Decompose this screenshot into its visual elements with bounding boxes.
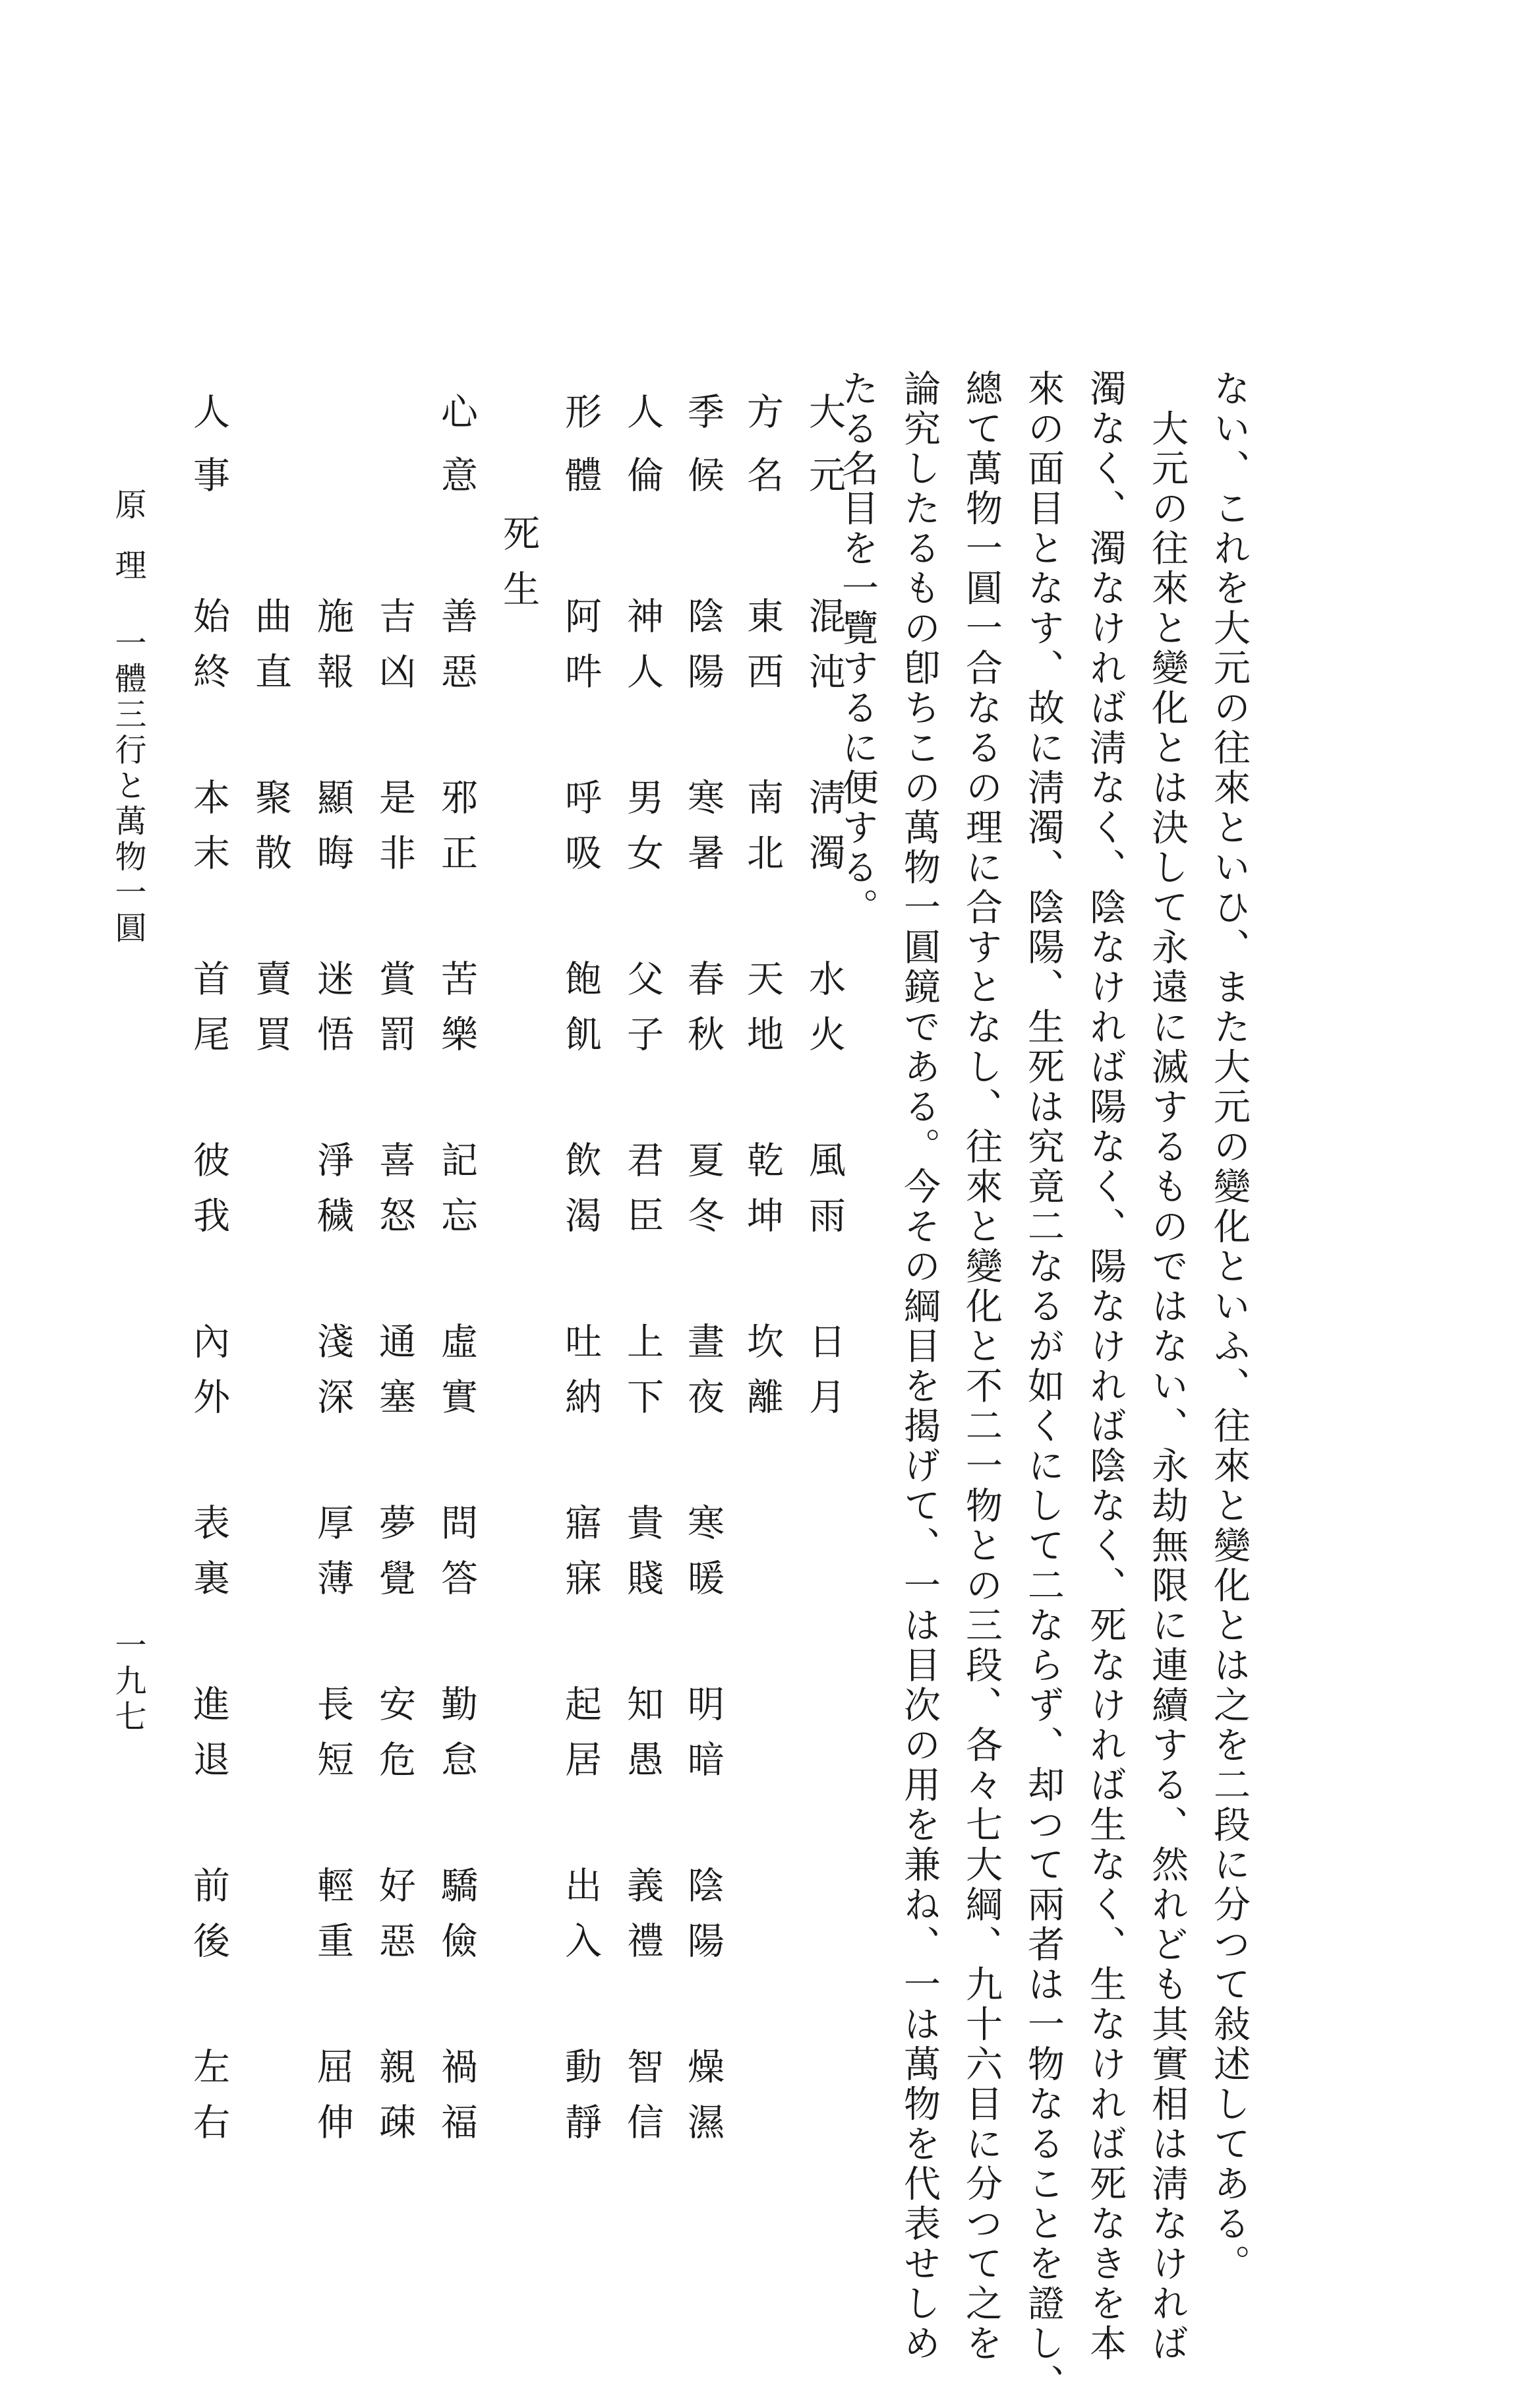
term-pair: 顯晦: [311, 778, 354, 889]
term-pair: 寒暖: [682, 1503, 725, 1614]
term-pair: 邪正: [435, 778, 478, 889]
term-pair: 長短: [311, 1685, 354, 1795]
term-pair: 神人: [621, 597, 664, 707]
paragraph-line: 大元の往來と變化とは決して永遠に滅するものではない、永劫無限に連續する、然れども其實相は淸なければ: [1146, 369, 1189, 2364]
term-pair: 驕儉: [435, 1866, 478, 1977]
term-pair: 呼吸: [559, 778, 602, 889]
term-pair: 施報: [311, 597, 354, 707]
paragraph-line: ない、これを大元の往來といひ、また大元の變化といふ、往來と變化とは之を二段に分つて敍述してある。: [1208, 369, 1251, 2284]
term-pair: 貴賤: [621, 1503, 664, 1614]
term-pair: 苦樂: [435, 959, 478, 1070]
term-pair: 虛實: [435, 1322, 478, 1433]
term-pair: 喜怒: [373, 1141, 416, 1251]
term-pair: 內外: [187, 1322, 230, 1433]
row-category: 心意: [435, 392, 478, 519]
term-pair: 出入: [559, 1866, 602, 1977]
term-pair: 日月: [803, 1322, 846, 1433]
term-pair: 阿吽: [559, 597, 602, 707]
term-pair: 禍福: [435, 2047, 478, 2158]
term-pair: 屈伸: [311, 2047, 354, 2158]
term-pair: 迷悟: [311, 959, 354, 1070]
term-pair: 表裏: [187, 1503, 230, 1614]
running-section: 原理: [109, 488, 146, 609]
page-number: 一九七: [109, 1629, 146, 1735]
row-category: 大元: [803, 392, 846, 519]
term-pair: 好惡: [373, 1866, 416, 1977]
term-pair: 左右: [187, 2047, 230, 2158]
term-pair: 記忘: [435, 1141, 478, 1251]
term-pair: 淸濁: [803, 778, 846, 889]
term-pair: 彼我: [187, 1141, 230, 1251]
term-pair: 男女: [621, 778, 664, 889]
term-pair: 吉凶: [373, 597, 416, 707]
term-pair: 前後: [187, 1866, 230, 1977]
term-pair: 春秋: [682, 959, 725, 1070]
term-pair: 東西: [741, 597, 784, 707]
term-pair: 南北: [741, 778, 784, 889]
term-pair: 風雨: [803, 1141, 846, 1251]
term-pair: 乾坤: [741, 1141, 784, 1251]
term-pair: 曲直: [249, 597, 292, 707]
running-chapter: 一體三行と萬物一圓: [109, 626, 146, 947]
term-pair: 勤怠: [435, 1685, 478, 1795]
term-pair: 君臣: [621, 1141, 664, 1251]
term-pair: 天地: [741, 959, 784, 1070]
row-category: 人事: [187, 392, 230, 519]
term-pair: 父子: [621, 959, 664, 1070]
term-pair: 陰陽: [682, 597, 725, 707]
term-pair: 知愚: [621, 1685, 664, 1795]
term-pair: 問答: [435, 1503, 478, 1614]
term-pair: 死生: [497, 514, 540, 625]
paragraph-line: 論究したるもの卽ちこの萬物一圓鏡である。今その綱目を揭げて、一は目次の用を兼ね、一は萬物を代表せしめ: [898, 369, 941, 2364]
term-pair: 始終: [187, 597, 230, 707]
term-pair: 安危: [373, 1685, 416, 1795]
term-pair: 燥濕: [682, 2047, 725, 2158]
term-pair: 混沌: [803, 597, 846, 707]
paragraph-line: 來の面目となす、故に淸濁、陰陽、生死は究竟二なるが如くにして二ならず、却つて兩者は一物なることを證し、: [1022, 369, 1065, 2404]
term-pair: 智信: [621, 2047, 664, 2158]
term-pair: 飲渴: [559, 1141, 602, 1251]
term-pair: 善惡: [435, 597, 478, 707]
term-pair: 進退: [187, 1685, 230, 1795]
term-pair: 寤寐: [559, 1503, 602, 1614]
term-pair: 厚薄: [311, 1503, 354, 1614]
term-pair: 親疎: [373, 2047, 416, 2158]
paragraph-line: 總て萬物一圓一合なるの理に合すとなし、往來と變化と不二一物との三段、各々七大綱、九十六目に分つて之を: [960, 369, 1003, 2364]
term-pair: 明暗: [682, 1685, 725, 1795]
term-pair: 晝夜: [682, 1322, 725, 1433]
term-pair: 坎離: [741, 1322, 784, 1433]
row-category: 季候: [682, 392, 725, 519]
term-pair: 輕重: [311, 1866, 354, 1977]
term-pair: 水火: [803, 959, 846, 1070]
term-pair: 起居: [559, 1685, 602, 1795]
term-pair: 夏冬: [682, 1141, 725, 1251]
row-category: 人倫: [621, 392, 664, 519]
term-pair: 首尾: [187, 959, 230, 1070]
term-pair: 寒暑: [682, 778, 725, 889]
term-pair: 本末: [187, 778, 230, 889]
term-pair: 義禮: [621, 1866, 664, 1977]
row-category: 方名: [741, 392, 784, 519]
term-pair: 淺深: [311, 1322, 354, 1433]
row-category: 形體: [559, 392, 602, 519]
term-pair: 賞罰: [373, 959, 416, 1070]
paragraph-line: 濁なく、濁なければ淸なく、陰なければ陽なく、陽なければ陰なく、死なければ生なく、生なければ死なきを本: [1084, 369, 1127, 2364]
term-pair: 賣買: [249, 959, 292, 1070]
term-pair: 淨穢: [311, 1141, 354, 1251]
term-pair: 飽飢: [559, 959, 602, 1070]
term-pair: 通塞: [373, 1322, 416, 1433]
term-pair: 是非: [373, 778, 416, 889]
term-pair: 吐納: [559, 1322, 602, 1433]
term-pair: 動靜: [559, 2047, 602, 2158]
term-pair: 上下: [621, 1322, 664, 1433]
term-pair: 陰陽: [682, 1866, 725, 1977]
term-pair: 聚散: [249, 778, 292, 889]
term-pair: 夢覺: [373, 1503, 416, 1614]
paragraph-line: たる名目を一覽するに便する。: [836, 369, 879, 928]
